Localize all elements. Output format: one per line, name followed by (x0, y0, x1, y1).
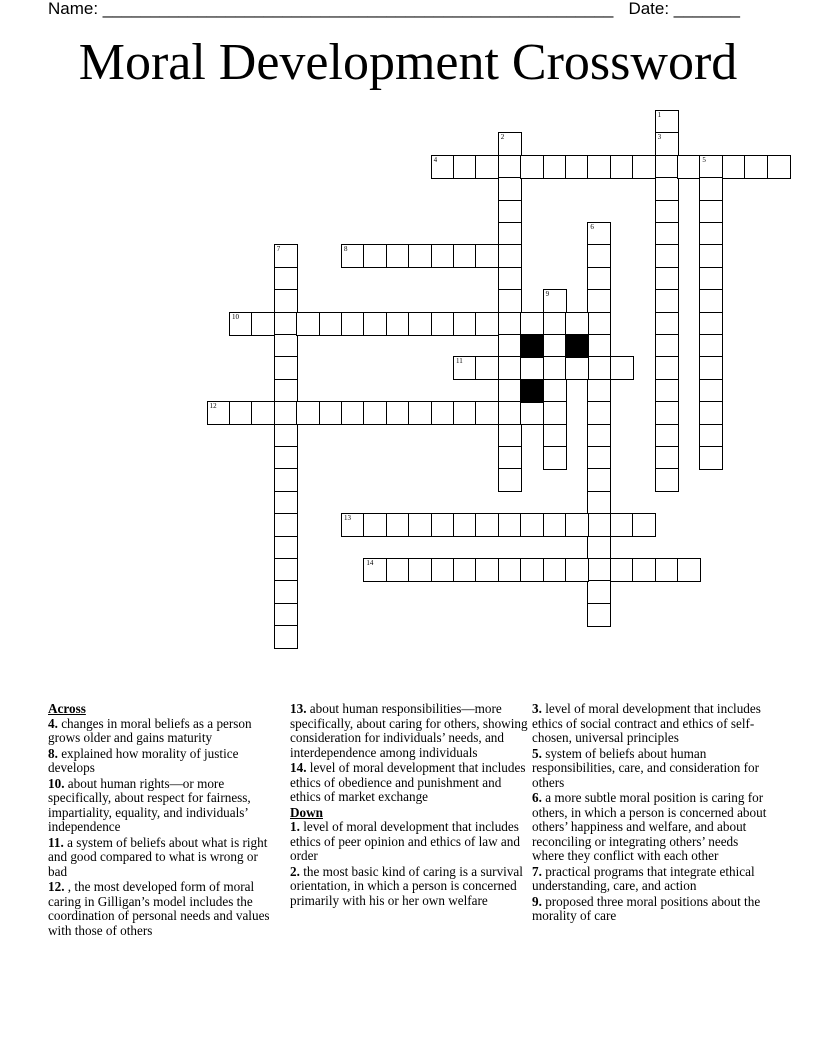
across-heading: Across (48, 701, 86, 716)
page-title: Moral Development Crossword (78, 34, 738, 91)
grid-cell[interactable] (431, 244, 455, 268)
grid-cell[interactable] (655, 132, 679, 156)
clue-item-number: 8. (48, 745, 58, 761)
clue-item-text: about human rights—or more specifically, about respect for fairness, impartiality, equality, and individuals’ independence (48, 775, 251, 834)
grid-cell[interactable] (655, 401, 679, 425)
grid-cell[interactable] (543, 446, 567, 470)
grid-cell[interactable] (520, 558, 544, 582)
grid-cell[interactable] (498, 401, 522, 425)
clue-item-text: level of moral development that includes ethics of obedience and punishment and ethics of market exchange (290, 760, 526, 804)
grid-cell[interactable] (274, 244, 298, 268)
clue-item-number: 12. (48, 879, 65, 894)
grid-cell[interactable] (655, 312, 679, 336)
grid-cell[interactable] (699, 379, 723, 403)
clue-item (48, 717, 278, 746)
grid-cell[interactable] (363, 244, 387, 268)
grid-cell[interactable] (699, 155, 723, 179)
grid-cell[interactable] (475, 155, 499, 179)
grid-cell[interactable] (341, 312, 365, 336)
grid-cell[interactable] (274, 513, 298, 537)
grid-cell[interactable] (229, 312, 253, 336)
name-field[interactable]: Name: ______________________________________________________ (48, 0, 614, 18)
grid-cell[interactable] (453, 244, 477, 268)
grid-cell[interactable] (341, 244, 365, 268)
grid-cell[interactable] (251, 401, 275, 425)
grid-cell[interactable] (699, 312, 723, 336)
grid-cell[interactable] (699, 356, 723, 380)
grid-cell[interactable] (655, 356, 679, 380)
grid-cell[interactable] (386, 558, 410, 582)
grid-cell[interactable] (408, 244, 432, 268)
grid-cell[interactable] (699, 424, 723, 448)
clue-item-number: 7. (532, 863, 542, 879)
grid-cell[interactable] (319, 401, 343, 425)
grid-cell[interactable] (341, 513, 365, 537)
grid-cell[interactable] (587, 289, 611, 313)
clue-number: 5 (702, 155, 706, 164)
grid-cell[interactable] (498, 177, 522, 201)
clue-item (48, 836, 278, 880)
grid-cell[interactable] (587, 491, 611, 515)
clue-number: 13 (344, 514, 351, 523)
grid-cell[interactable] (274, 312, 298, 336)
clue-item-number: 9. (532, 893, 542, 909)
clue-number: 1 (657, 111, 662, 119)
clue-item-text: a system of beliefs about what is right and good compared to what is wrong or bad (48, 834, 268, 879)
grid-cell[interactable] (610, 155, 634, 179)
grid-cell[interactable] (520, 513, 544, 537)
grid-cell[interactable] (543, 379, 567, 403)
clue-item-number: 13. (290, 701, 307, 716)
grid-cell[interactable] (386, 513, 410, 537)
grid-cell[interactable] (744, 155, 768, 179)
grid-cell[interactable] (453, 312, 477, 336)
clue-item (532, 865, 772, 894)
grid-cell[interactable] (386, 312, 410, 336)
clue-number: 3 (657, 133, 662, 142)
grid-cell[interactable] (520, 155, 544, 179)
grid-cell[interactable] (274, 379, 298, 403)
grid-cell[interactable] (543, 289, 567, 313)
grid-cell[interactable] (587, 401, 611, 425)
clue-number: 10 (232, 312, 239, 321)
clue-number: 7 (276, 245, 281, 254)
grid-cell[interactable] (677, 155, 701, 179)
clue-item (532, 747, 772, 791)
grid-cell[interactable] (498, 424, 522, 448)
grid-cell[interactable] (431, 513, 455, 537)
grid-cell[interactable] (498, 446, 522, 470)
grid-cell[interactable] (475, 244, 499, 268)
clue-number: 2 (500, 133, 505, 142)
grid-cell[interactable] (655, 379, 679, 403)
grid-cell[interactable] (699, 401, 723, 425)
grid-cell[interactable] (274, 267, 298, 291)
grid-cell[interactable] (699, 289, 723, 313)
grid-cell[interactable] (655, 424, 679, 448)
grid-cell[interactable] (207, 401, 231, 425)
grid-cell[interactable] (520, 312, 544, 336)
grid-block (520, 379, 544, 403)
clue-item-number: 11. (48, 834, 64, 850)
grid-cell[interactable] (274, 446, 298, 470)
clue-item (290, 702, 530, 760)
grid-cell[interactable] (475, 558, 499, 582)
clue-item-text: changes in moral beliefs as a person grows older and gains maturity (48, 715, 252, 745)
grid-cell[interactable] (498, 334, 522, 358)
clue-item-number: 10. (48, 775, 65, 791)
grid-cell[interactable] (498, 155, 522, 179)
grid-cell[interactable] (632, 558, 656, 582)
clue-item-number: 14. (290, 760, 307, 775)
grid-cell[interactable] (655, 468, 679, 492)
grid-cell[interactable] (498, 312, 522, 336)
clue-item-number: 6. (532, 790, 542, 805)
grid-cell[interactable] (565, 558, 589, 582)
grid-cell[interactable] (431, 312, 455, 336)
grid-cell[interactable] (431, 401, 455, 425)
grid-cell[interactable] (498, 200, 522, 224)
grid-cell[interactable] (274, 603, 298, 627)
clue-item-text: proposed three moral positions about the morality of care (532, 893, 761, 923)
grid-cell[interactable] (296, 312, 320, 336)
grid-cell[interactable] (655, 334, 679, 358)
clue-number: 11 (456, 357, 463, 366)
grid-cell[interactable] (363, 513, 387, 537)
clue-item (532, 791, 772, 864)
clues-column-1 (48, 702, 278, 939)
grid-cell[interactable] (587, 334, 611, 358)
grid-cell[interactable] (699, 244, 723, 268)
grid-cell[interactable] (475, 356, 499, 380)
grid-cell[interactable] (274, 580, 298, 604)
grid-cell[interactable] (587, 155, 611, 179)
grid-cell[interactable] (319, 312, 343, 336)
grid-cell[interactable] (431, 558, 455, 582)
grid-block (565, 334, 589, 358)
clue-number: 4 (433, 155, 438, 164)
grid-cell[interactable] (498, 222, 522, 246)
grid-cell[interactable] (587, 267, 611, 291)
clue-item-number: 2. (290, 863, 300, 879)
grid-cell[interactable] (520, 356, 544, 380)
grid-cell[interactable] (655, 155, 679, 179)
grid-cell[interactable] (274, 491, 298, 515)
grid-cell[interactable] (498, 356, 522, 380)
grid-cell[interactable] (587, 513, 611, 537)
grid-cell[interactable] (274, 558, 298, 582)
grid-cell[interactable] (655, 177, 679, 201)
grid-cell[interactable] (587, 222, 611, 246)
grid-cell[interactable] (498, 379, 522, 403)
clue-item (290, 761, 530, 805)
grid-cell[interactable] (431, 155, 455, 179)
grid-block (520, 334, 544, 358)
grid-cell[interactable] (453, 513, 477, 537)
grid-cell[interactable] (655, 110, 679, 134)
grid-cell[interactable] (453, 356, 477, 380)
grid-cell[interactable] (251, 312, 275, 336)
clue-item-number: 1. (290, 819, 300, 834)
grid-cell[interactable] (363, 401, 387, 425)
grid-cell[interactable] (453, 558, 477, 582)
grid-cell[interactable] (587, 244, 611, 268)
grid-cell[interactable] (543, 513, 567, 537)
grid-cell[interactable] (699, 334, 723, 358)
grid-cell[interactable] (655, 244, 679, 268)
grid-cell[interactable] (274, 289, 298, 313)
grid-cell[interactable] (565, 155, 589, 179)
grid-cell[interactable] (610, 356, 634, 380)
grid-cell[interactable] (274, 401, 298, 425)
grid-cell[interactable] (655, 200, 679, 224)
grid-cell[interactable] (699, 267, 723, 291)
clue-item-number: 3. (532, 701, 542, 716)
grid-cell[interactable] (475, 312, 499, 336)
grid-cell[interactable] (610, 513, 634, 537)
grid-cell[interactable] (498, 267, 522, 291)
date-field[interactable]: Date: _______ (628, 0, 740, 18)
grid-cell[interactable] (565, 312, 589, 336)
clue-item-text: , the most developed form of moral caring in Gilligan’s model includes the coordination of personal needs and values with those of others (48, 879, 270, 938)
grid-cell[interactable] (610, 558, 634, 582)
grid-cell[interactable] (587, 468, 611, 492)
grid-cell[interactable] (341, 401, 365, 425)
grid-cell[interactable] (475, 513, 499, 537)
grid-cell[interactable] (655, 558, 679, 582)
clue-item-text: system of beliefs about human responsibilities, care, and consideration for others (532, 745, 760, 790)
grid-cell[interactable] (274, 356, 298, 380)
grid-cell[interactable] (408, 401, 432, 425)
grid-cell[interactable] (498, 558, 522, 582)
grid-cell[interactable] (543, 401, 567, 425)
clue-item-text: practical programs that integrate ethical understanding, care, and action (532, 863, 755, 893)
grid-cell[interactable] (274, 536, 298, 560)
clue-item-text: about human responsibilities—more specifically, about caring for others, showing consideration for individuals’ needs, and interdependence among individuals (290, 701, 528, 760)
grid-cell[interactable] (587, 558, 611, 582)
grid-cell[interactable] (520, 401, 544, 425)
grid-cell[interactable] (274, 424, 298, 448)
grid-cell[interactable] (699, 200, 723, 224)
grid-cell[interactable] (498, 244, 522, 268)
grid-cell[interactable] (587, 446, 611, 470)
grid-cell[interactable] (386, 401, 410, 425)
grid-cell[interactable] (655, 267, 679, 291)
grid-cell[interactable] (543, 424, 567, 448)
grid-cell[interactable] (498, 289, 522, 313)
grid-cell[interactable] (274, 625, 298, 649)
grid-cell[interactable] (655, 222, 679, 246)
clue-item-text: explained how morality of justice develops (48, 745, 239, 775)
grid-cell[interactable] (408, 312, 432, 336)
grid-cell[interactable] (453, 401, 477, 425)
grid-cell[interactable] (722, 155, 746, 179)
grid-cell[interactable] (632, 513, 656, 537)
clue-item (532, 895, 772, 924)
clue-item (48, 777, 278, 835)
down-heading: Down (290, 804, 323, 820)
clue-number: 9 (545, 290, 550, 299)
clue-item-text: a more subtle moral position is caring for others, in which a person is concerned about others’ happiness and welfare, and about reconciling or integrating others’ needs where they conflict with each other (532, 790, 767, 863)
clue-item (532, 702, 772, 746)
grid-cell[interactable] (632, 155, 656, 179)
grid-cell[interactable] (699, 177, 723, 201)
clue-item-number: 4. (48, 715, 58, 731)
grid-cell[interactable] (587, 424, 611, 448)
grid-cell[interactable] (587, 603, 611, 627)
grid-cell[interactable] (587, 536, 611, 560)
clue-number: 14 (366, 559, 374, 567)
grid-cell[interactable] (543, 334, 567, 358)
grid-cell[interactable] (274, 334, 298, 358)
grid-cell[interactable] (655, 289, 679, 313)
grid-cell[interactable] (386, 244, 410, 268)
grid-cell[interactable] (543, 155, 567, 179)
grid-cell[interactable] (498, 468, 522, 492)
clue-item (48, 880, 278, 938)
grid-cell[interactable] (408, 513, 432, 537)
grid-cell[interactable] (543, 558, 567, 582)
grid-cell[interactable] (543, 312, 567, 336)
clue-item-text: level of moral development that includes ethics of peer opinion and ethics of law and order (290, 819, 520, 863)
grid-cell[interactable] (655, 446, 679, 470)
grid-cell[interactable] (767, 155, 791, 179)
grid-cell[interactable] (274, 468, 298, 492)
grid-cell[interactable] (475, 401, 499, 425)
grid-cell[interactable] (587, 312, 611, 336)
grid-cell[interactable] (408, 558, 432, 582)
grid-cell[interactable] (677, 558, 701, 582)
grid-cell[interactable] (699, 222, 723, 246)
clue-item (290, 865, 530, 909)
clue-number: 8 (344, 245, 348, 254)
clue-item-text: the most basic kind of caring is a survival orientation, in which a person is concerned primarily with his or her own welfare (290, 863, 523, 908)
clues-column-3 (532, 702, 772, 925)
grid-cell[interactable] (565, 513, 589, 537)
clue-item (290, 820, 530, 864)
grid-cell[interactable] (587, 356, 611, 380)
clue-item-number: 5. (532, 745, 542, 761)
grid-cell[interactable] (363, 312, 387, 336)
grid-cell[interactable] (498, 132, 522, 156)
grid-cell[interactable] (699, 446, 723, 470)
grid-cell[interactable] (363, 558, 387, 582)
grid-cell[interactable] (587, 580, 611, 604)
clue-item (48, 747, 278, 776)
grid-cell[interactable] (453, 155, 477, 179)
grid-cell[interactable] (565, 356, 589, 380)
grid-cell[interactable] (587, 379, 611, 403)
grid-cell[interactable] (296, 401, 320, 425)
clues-column-2 (290, 702, 530, 909)
grid-cell[interactable] (498, 513, 522, 537)
clue-number: 6 (590, 223, 594, 231)
clue-number: 12 (209, 402, 217, 411)
grid-cell[interactable] (229, 401, 253, 425)
clue-item-text: level of moral development that includes ethics of social contract and ethics of self-chosen, universal principles (532, 701, 761, 745)
grid-cell[interactable] (543, 356, 567, 380)
